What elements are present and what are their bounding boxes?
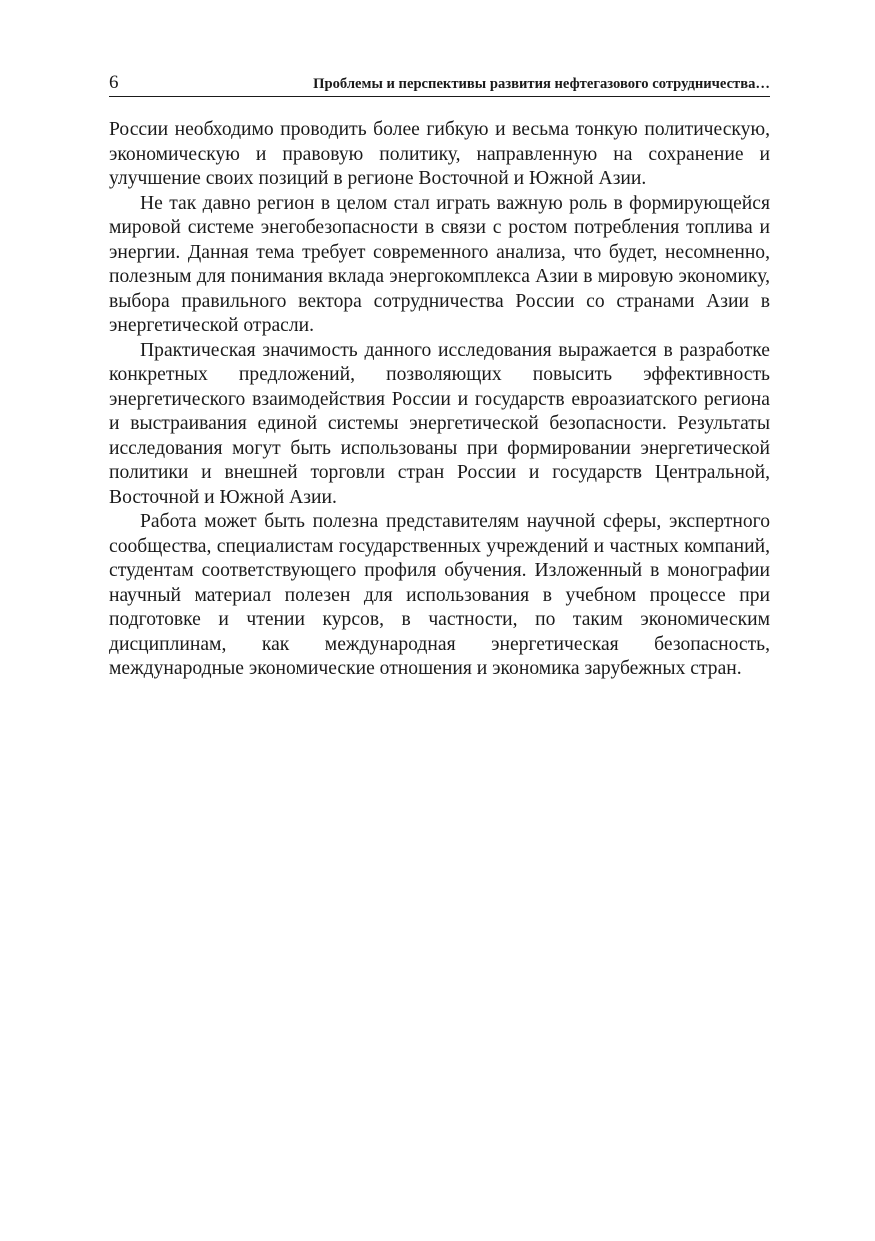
paragraph-3: Практическая значимость данного исследования выражается в разработке конкретных предложений, позволяющих повысить эффективность энергетического взаимодействия России и государств евроазиатского региона и выстраивания единой системы энергетической безопасности. Результаты исследования могут быть использованы при формировании энергетической политики и внешней торговли стран России и государств Центральной, Восточной и Южной Азии.	[109, 339, 770, 508]
paragraph-4: Работа может быть полезна представителям научной сферы, экспертного сообщества, специалистам государственных учреждений и частных компаний, студентам соответствующего профиля обучения. Изложенный в монографии научный материал полезен для использования в учебном процессе при подготовке и чтении курсов, в частности, по таким экономическим дисциплинам, как международная энергетическая безопасность, международные экономические отношения и экономика зарубежных стран.	[109, 511, 770, 679]
page-header	[109, 72, 770, 97]
paragraph-1: России необходимо проводить более гибкую и весьма тонкую политическую, экономическую и правовую политику, направленную на сохранение и улучшение своих позиций в регионе Восточной и Южной Азии.	[109, 119, 770, 189]
running-title: Проблемы и перспективы развития нефтегазового сотрудничества…	[313, 76, 770, 92]
body-text	[109, 118, 770, 682]
page-number: 6	[109, 72, 119, 93]
paragraph-2: Не так давно регион в целом стал играть важную роль в формирующейся мировой системе энегобезопасности в связи с ростом потребления топлива и энергии. Данная тема требует современного анализа, что будет, несомненно, полезным для понимания вклада энергокомплекса Азии в мировую экономику, выбора правильного вектора сотрудничества России со странами Азии в энергетической отрасли.	[109, 192, 770, 336]
